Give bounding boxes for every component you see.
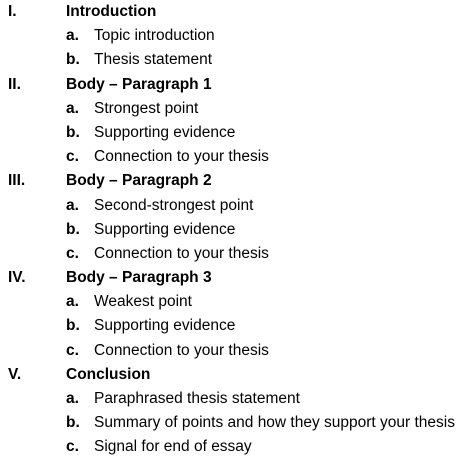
- section-heading: Conclusion: [66, 365, 151, 383]
- section-heading-row: [0, 0, 474, 24]
- outline-item: [0, 387, 474, 411]
- outline-section-body-paragraph-1: [0, 73, 474, 170]
- item-letter: b.: [66, 51, 80, 69]
- section-heading-row: [0, 363, 474, 387]
- item-text: Summary of points and how they support your thesis: [94, 414, 455, 432]
- outline-item: [0, 290, 474, 314]
- outline-item: [0, 48, 474, 72]
- section-heading-row: [0, 169, 474, 193]
- item-letter: a.: [66, 196, 79, 214]
- item-text: Connection to your thesis: [94, 244, 269, 262]
- outline-item: [0, 314, 474, 338]
- outline-item: [0, 411, 474, 435]
- item-text: Paraphrased thesis statement: [94, 390, 300, 407]
- section-heading: Introduction: [66, 3, 157, 20]
- section-numeral: V.: [8, 365, 22, 383]
- item-letter: c.: [66, 244, 79, 262]
- item-letter: b.: [66, 220, 80, 238]
- section-heading: Body – Paragraph 2: [66, 172, 212, 190]
- outline-item: [0, 145, 474, 169]
- item-letter: b.: [66, 317, 80, 335]
- item-letter: c.: [66, 148, 79, 166]
- outline-item: [0, 242, 474, 266]
- section-numeral: III.: [8, 172, 26, 190]
- item-text: Supporting evidence: [94, 317, 236, 335]
- outline-item: [0, 24, 474, 48]
- section-heading: Body – Paragraph 3: [66, 269, 212, 287]
- item-letter: c.: [66, 341, 79, 359]
- item-text: Topic introduction: [94, 27, 215, 45]
- outline-item: [0, 339, 474, 363]
- item-letter: a.: [66, 293, 79, 311]
- outline-section-body-paragraph-2: [0, 169, 474, 266]
- section-numeral: I.: [8, 3, 17, 20]
- outline-section-conclusion: [0, 363, 474, 460]
- outline-item: [0, 121, 474, 145]
- outline-item: [0, 435, 474, 459]
- outline-item: [0, 194, 474, 218]
- item-text: Supporting evidence: [94, 123, 236, 141]
- section-heading-row: [0, 73, 474, 97]
- section-heading: Body – Paragraph 1: [66, 75, 212, 93]
- item-letter: a.: [66, 390, 79, 407]
- item-text: Supporting evidence: [94, 220, 236, 238]
- section-numeral: II.: [8, 75, 21, 93]
- item-letter: a.: [66, 27, 79, 45]
- item-text: Connection to your thesis: [94, 148, 269, 166]
- outline-item: [0, 218, 474, 242]
- item-text: Thesis statement: [94, 51, 213, 69]
- item-text: Weakest point: [94, 293, 192, 311]
- section-numeral: IV.: [8, 269, 26, 287]
- item-letter: a.: [66, 99, 79, 117]
- item-letter: c.: [66, 438, 79, 456]
- item-text: Strongest point: [94, 99, 199, 117]
- item-letter: b.: [66, 414, 80, 432]
- section-heading-row: [0, 266, 474, 290]
- outline-section-body-paragraph-3: [0, 266, 474, 363]
- outline-section-introduction: [0, 0, 474, 73]
- outline-item: [0, 97, 474, 121]
- item-letter: b.: [66, 123, 80, 141]
- item-text: Signal for end of essay: [94, 438, 252, 456]
- item-text: Second-strongest point: [94, 196, 254, 214]
- item-text: Connection to your thesis: [94, 341, 269, 359]
